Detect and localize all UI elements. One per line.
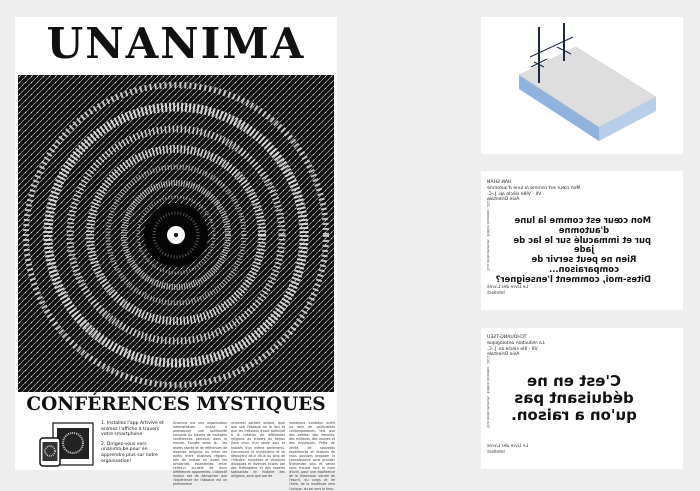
- poster-subtitle: CONFÉRENCES MYSTIQUES: [26, 394, 326, 415]
- source-book: Le Livre des Livres: [487, 444, 528, 449]
- poem-line: pur et immaculé sur le lac de: [513, 234, 651, 245]
- meta-title: La réduction ontologique: [487, 340, 545, 346]
- quote-line: C'est en ne: [526, 372, 622, 390]
- card-poem: [481, 171, 683, 310]
- poem-line: Dites-moi, comment l'enseigner?: [495, 273, 651, 284]
- meta-period: VII - IIIe siècle av. J.-C.: [487, 346, 538, 352]
- poem-line: comparaison...: [549, 263, 619, 274]
- source-credit: [487, 444, 533, 455]
- meta-author: TCHOUANG-TSEU: [487, 335, 527, 340]
- poem-line: jade: [573, 244, 595, 255]
- mirrored-content: [481, 328, 683, 469]
- body-column-3: nombreux individus actifs au sein de spiritualités contemporaines. tels que des poètes, des femmes, des militants, des moines et des mystiques. Prêts de vérité, de nouvelles expériences et illusions de nous pouvons proposer la connaissance sous grande! N'attendez plus et venez nous trouver tout le mois d'avril, pour une expérience de la dimension sacrée de l'esprit, du corps et de l'âme, de la multitude vers l'unique, du soi vers le tiers.: [289, 421, 335, 491]
- source-publisher: Intellect: [487, 290, 505, 296]
- mystic-circles-artwork: [18, 75, 334, 392]
- poster-title: UNANIMA: [46, 19, 306, 68]
- step-2: 2. Dirigez-vous vers unanima.be pour en apprendre plus sur notre organisation!: [101, 441, 158, 464]
- card-meta: [487, 335, 607, 358]
- phone-scan-icon: [39, 422, 95, 467]
- vertical-caption: Tous droits réservés · Édition Unanima · 2021: [486, 198, 490, 271]
- mirrored-content: [481, 171, 683, 310]
- meta-region: Asie Orientale: [487, 197, 520, 203]
- quote-text: [499, 373, 649, 424]
- step-1: 1. Installez l'app Artivive et animez l'affiche à travers votre smartphone.: [101, 421, 164, 438]
- poem-line: Mon cœur est comme la lune: [514, 215, 651, 225]
- poster: [15, 17, 337, 491]
- card-illustration: [481, 17, 683, 154]
- source-publisher: Intellect: [487, 449, 505, 455]
- card-quote: [481, 328, 683, 469]
- source-credit: [487, 285, 533, 296]
- source-book: Le Livre des Livres: [487, 285, 528, 290]
- quote-line: qu'on a raison.: [511, 406, 637, 424]
- body-column-2: universel partant unique, quel que soit l'époque ou le lieu et que les individus ayant participé à la création de différentes religions au travers du temps (tout ceux d'un seule voix et habités d'un même sentiment). Concernant le mysticisme et se déployant de-ci de-là au long de l'histoire, nouvelles et plusieurs dialogues et diverses écoles par des théologiens et des experts spécialisés en histoire des religions, ainsi que par de: [231, 421, 285, 479]
- body-column-1: Unanima est une organisation internationale visant à promouvoir une spiritualité nouvelle au travers de multiples conférences parcours dans le monde. Fondée selon le... les textes sacrés et de références de diverses religions ou entre les partis entre plusieurs régions, afin de mettre en avant les similarités essentielles entre celles-ci au-delà de leurs différences apparentes. L'objectif majeur est de démontrer que l'expérience de l'absolue est un phénomène: [173, 421, 227, 487]
- card-meta: [487, 180, 607, 203]
- quote-line: déduisant pas: [514, 389, 634, 407]
- meta-author: HAN SHAN: [487, 180, 512, 185]
- meta-period: VII - VIIIe siècle ap. J.-C.: [487, 191, 542, 197]
- stacked-box-illustration: [481, 17, 683, 154]
- poem-text: [495, 215, 651, 285]
- meta-title: Mon cœur est comme la lune d'automne: [487, 185, 581, 191]
- poem-line: d'automne: [558, 224, 610, 235]
- poem-line: Rien ne peut servir de: [531, 254, 637, 265]
- meta-region: Asie Orientale: [487, 352, 520, 358]
- vertical-caption: Tous droits réservés · Édition Unanima · 2021: [486, 355, 490, 428]
- instructions: [101, 421, 167, 468]
